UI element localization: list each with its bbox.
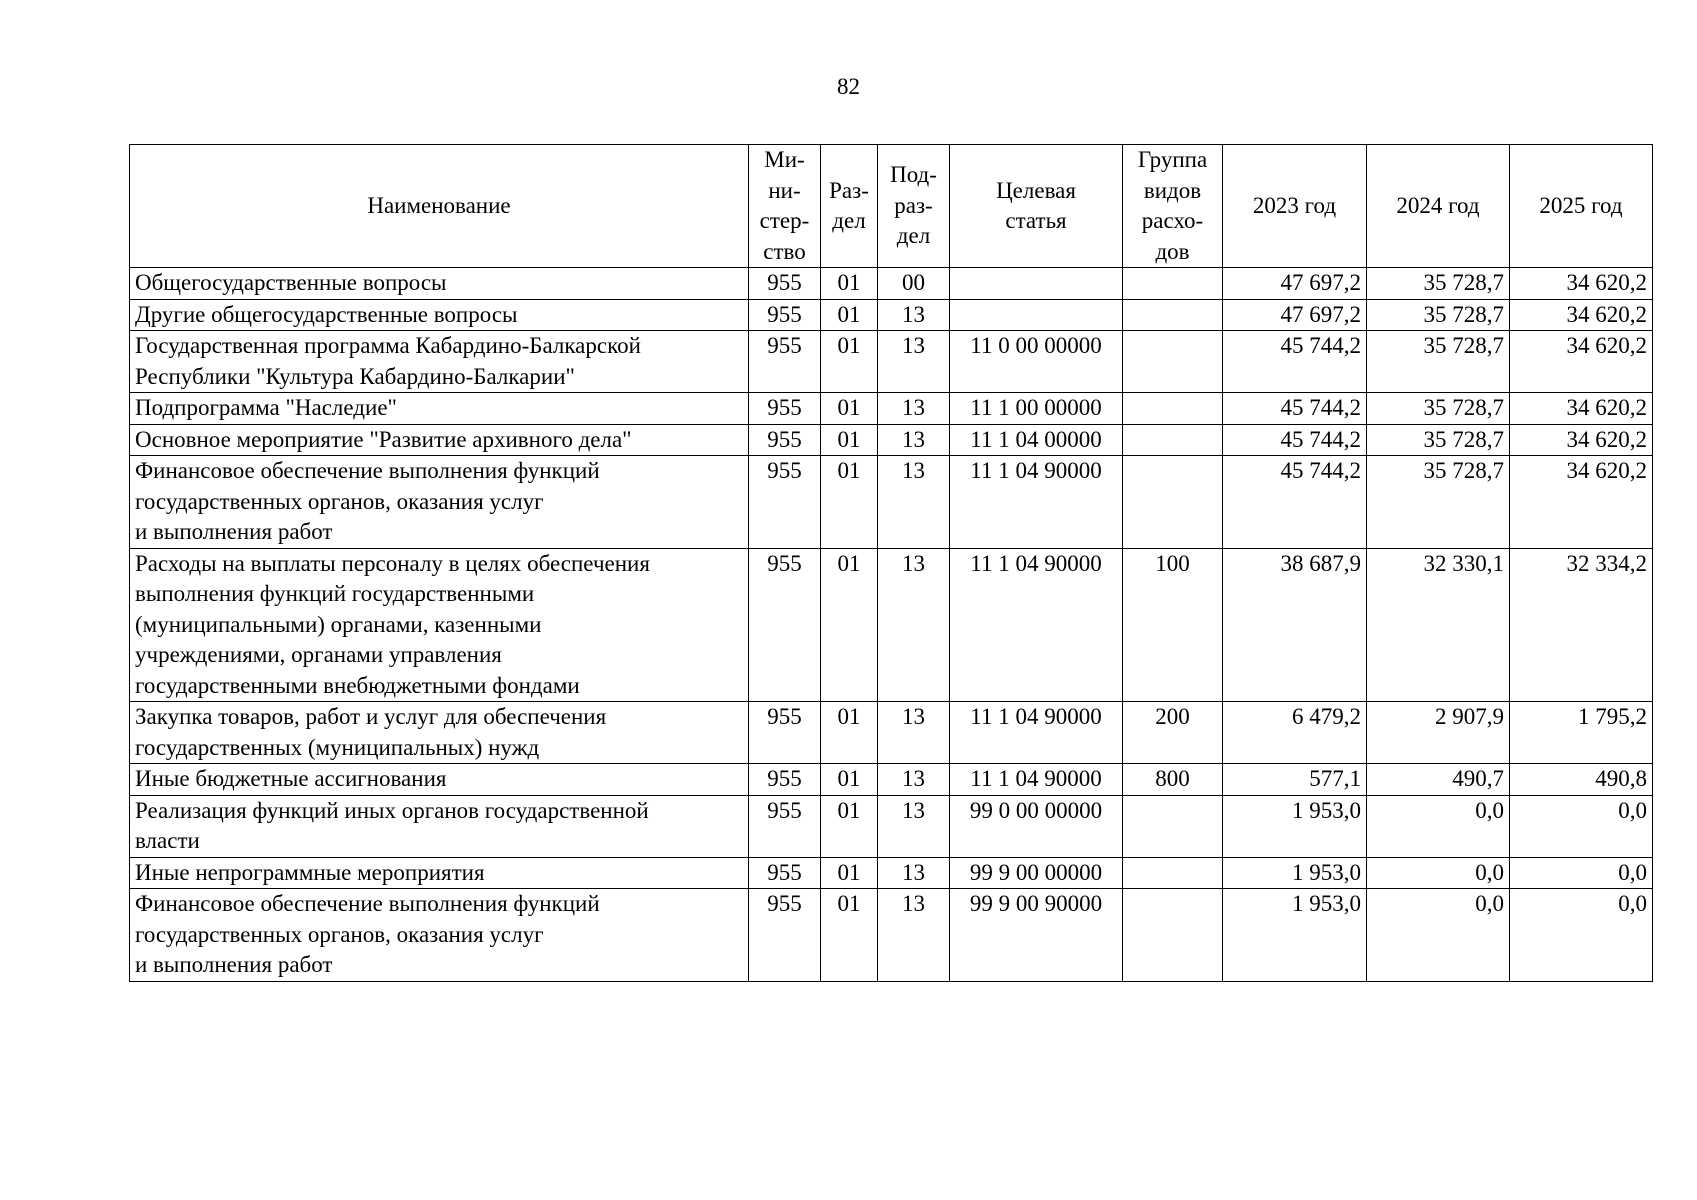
- header-ministry: [749, 145, 821, 268]
- cell-section: 01: [821, 889, 878, 982]
- header-target-line: статья: [1005, 208, 1067, 233]
- cell-2024: 35 728,7: [1367, 299, 1510, 331]
- cell-name: [130, 857, 749, 889]
- cell-name: [130, 456, 749, 549]
- cell-name-line: Финансовое обеспечение выполнения функций: [135, 458, 600, 483]
- cell-ministry: 955: [749, 268, 821, 300]
- cell-2025: 34 620,2: [1510, 331, 1653, 393]
- cell-2025: 34 620,2: [1510, 299, 1653, 331]
- cell-ministry: 955: [749, 456, 821, 549]
- cell-2024: 0,0: [1367, 795, 1510, 857]
- cell-group: [1123, 393, 1223, 425]
- cell-target: 11 1 04 90000: [950, 548, 1123, 702]
- header-target-line: Целевая: [996, 177, 1076, 203]
- header-group-line: расхо-: [1141, 208, 1204, 233]
- header-row: [130, 145, 1653, 268]
- cell-group: [1123, 889, 1223, 982]
- cell-2024: 490,7: [1367, 764, 1510, 796]
- cell-target: 11 1 04 90000: [950, 764, 1123, 796]
- cell-name-line: Финансовое обеспечение выполнения функций: [135, 891, 600, 916]
- cell-target: 11 0 00 00000: [950, 331, 1123, 393]
- cell-group: [1123, 424, 1223, 456]
- cell-2024: 0,0: [1367, 857, 1510, 889]
- table-row: [130, 331, 1653, 393]
- cell-subsection: 00: [878, 268, 950, 300]
- table-row: [130, 764, 1653, 796]
- cell-ministry: 955: [749, 764, 821, 796]
- header-subsection-line: раз-: [894, 192, 933, 218]
- cell-name-line: Закупка товаров, работ и услуг для обеспечения: [135, 704, 607, 729]
- cell-subsection: 13: [878, 424, 950, 456]
- cell-name-line: государственных органов, оказания услуг: [135, 921, 544, 947]
- cell-subsection: 13: [878, 795, 950, 857]
- cell-name-line: Государственная программа Кабардино-Балкарской: [135, 333, 641, 358]
- cell-name: [130, 702, 749, 764]
- cell-2025: 490,8: [1510, 764, 1653, 796]
- cell-name: [130, 548, 749, 702]
- table-row: [130, 702, 1653, 764]
- cell-2023: 45 744,2: [1223, 456, 1367, 549]
- cell-name-line: Расходы на выплаты персоналу в целях обеспечения: [135, 550, 650, 576]
- cell-name-line: и выполнения работ: [135, 952, 333, 977]
- header-target: [950, 145, 1123, 268]
- header-ministry-line: ство: [763, 238, 806, 264]
- cell-2025: 0,0: [1510, 857, 1653, 889]
- cell-2024: 35 728,7: [1367, 456, 1510, 549]
- page-number: 82: [837, 74, 860, 99]
- cell-2023: 47 697,2: [1223, 299, 1367, 331]
- cell-target: 11 1 04 90000: [950, 456, 1123, 549]
- cell-section: 01: [821, 764, 878, 796]
- table-row: [130, 268, 1653, 300]
- cell-subsection: 13: [878, 299, 950, 331]
- cell-name-line: Иные бюджетные ассигнования: [135, 766, 447, 791]
- cell-2023: 45 744,2: [1223, 424, 1367, 456]
- table-row: [130, 548, 1653, 702]
- header-section-line: дел: [832, 208, 866, 233]
- cell-name-line: Реализация функций иных органов государственной: [135, 797, 649, 823]
- budget-table: [129, 144, 1653, 982]
- cell-section: 01: [821, 268, 878, 300]
- cell-2024: 35 728,7: [1367, 331, 1510, 393]
- header-subsection: [878, 145, 950, 268]
- cell-subsection: 13: [878, 393, 950, 425]
- cell-2024: 35 728,7: [1367, 268, 1510, 300]
- header-subsection-line: Под-: [890, 162, 937, 188]
- header-section-line: Раз-: [829, 177, 869, 203]
- cell-name: [130, 299, 749, 331]
- cell-2023: 6 479,2: [1223, 702, 1367, 764]
- cell-ministry: 955: [749, 889, 821, 982]
- cell-group: 100: [1123, 548, 1223, 702]
- cell-name: [130, 393, 749, 425]
- header-ministry-line: стер-: [759, 208, 810, 233]
- cell-name-line: государственных органов, оказания услуг: [135, 488, 544, 514]
- cell-subsection: 13: [878, 702, 950, 764]
- cell-group: 200: [1123, 702, 1223, 764]
- header-group: [1123, 145, 1223, 268]
- table-row: [130, 393, 1653, 425]
- table-row: [130, 299, 1653, 331]
- cell-2023: 1 953,0: [1223, 889, 1367, 982]
- cell-name: [130, 764, 749, 796]
- cell-2023: 45 744,2: [1223, 331, 1367, 393]
- cell-section: 01: [821, 702, 878, 764]
- cell-group: [1123, 268, 1223, 300]
- cell-group: [1123, 857, 1223, 889]
- cell-section: 01: [821, 331, 878, 393]
- cell-target: [950, 299, 1123, 331]
- cell-2024: 0,0: [1367, 889, 1510, 982]
- header-group-line: Группа: [1137, 147, 1208, 172]
- cell-2023: 38 687,9: [1223, 548, 1367, 702]
- cell-2023: 577,1: [1223, 764, 1367, 796]
- cell-2023: 1 953,0: [1223, 795, 1367, 857]
- table-row: [130, 456, 1653, 549]
- cell-2025: 0,0: [1510, 795, 1653, 857]
- cell-2025: 34 620,2: [1510, 393, 1653, 425]
- cell-name-line: Республики "Культура Кабардино-Балкарии": [135, 363, 575, 389]
- cell-2025: 34 620,2: [1510, 424, 1653, 456]
- cell-2024: 2 907,9: [1367, 702, 1510, 764]
- cell-2025: 34 620,2: [1510, 456, 1653, 549]
- cell-name-line: выполнения функций государственными: [135, 581, 535, 606]
- table-row: [130, 424, 1653, 456]
- cell-2025: 34 620,2: [1510, 268, 1653, 300]
- header-section: [821, 145, 878, 268]
- cell-name-line: Иные непрограммные мероприятия: [135, 859, 485, 885]
- cell-2024: 35 728,7: [1367, 393, 1510, 425]
- header-group-line: дов: [1155, 238, 1190, 264]
- cell-2023: 47 697,2: [1223, 268, 1367, 300]
- cell-name-line: и выполнения работ: [135, 519, 333, 544]
- cell-ministry: 955: [749, 331, 821, 393]
- header-group-line: видов: [1143, 177, 1202, 203]
- cell-ministry: 955: [749, 702, 821, 764]
- cell-2025: 32 334,2: [1510, 548, 1653, 702]
- cell-subsection: 13: [878, 456, 950, 549]
- cell-name-line: Общегосударственные вопросы: [135, 270, 447, 295]
- header-name: Наименование: [130, 145, 749, 268]
- cell-2024: 35 728,7: [1367, 424, 1510, 456]
- cell-group: [1123, 331, 1223, 393]
- cell-name: [130, 795, 749, 857]
- cell-target: 99 0 00 00000: [950, 795, 1123, 857]
- cell-section: 01: [821, 299, 878, 331]
- table-row: [130, 795, 1653, 857]
- header-2024: 2024 год: [1367, 145, 1510, 268]
- cell-target: 11 1 04 00000: [950, 424, 1123, 456]
- cell-name: [130, 268, 749, 300]
- header-subsection-line: дел: [896, 223, 931, 249]
- cell-subsection: 13: [878, 857, 950, 889]
- cell-name-line: Подпрограмма "Наследие": [135, 395, 397, 420]
- cell-subsection: 13: [878, 889, 950, 982]
- cell-name-line: Другие общегосударственные вопросы: [135, 301, 518, 327]
- cell-group: [1123, 456, 1223, 549]
- cell-group: 800: [1123, 764, 1223, 796]
- cell-ministry: 955: [749, 424, 821, 456]
- cell-target: [950, 268, 1123, 300]
- cell-target: 11 1 04 90000: [950, 702, 1123, 764]
- cell-target: 99 9 00 90000: [950, 889, 1123, 982]
- cell-group: [1123, 795, 1223, 857]
- cell-2023: 1 953,0: [1223, 857, 1367, 889]
- cell-name-line: власти: [135, 828, 200, 853]
- cell-2024: 32 330,1: [1367, 548, 1510, 702]
- header-2025: 2025 год: [1510, 145, 1653, 268]
- cell-subsection: 13: [878, 548, 950, 702]
- cell-ministry: 955: [749, 795, 821, 857]
- cell-2025: 1 795,2: [1510, 702, 1653, 764]
- cell-ministry: 955: [749, 299, 821, 331]
- cell-2025: 0,0: [1510, 889, 1653, 982]
- cell-name-line: государственных (муниципальных) нужд: [135, 734, 540, 760]
- cell-subsection: 13: [878, 331, 950, 393]
- cell-section: 01: [821, 456, 878, 549]
- cell-name: [130, 424, 749, 456]
- cell-ministry: 955: [749, 393, 821, 425]
- cell-group: [1123, 299, 1223, 331]
- cell-subsection: 13: [878, 764, 950, 796]
- cell-name-line: государственными внебюджетными фондами: [135, 672, 580, 698]
- cell-section: 01: [821, 548, 878, 702]
- table-row: [130, 889, 1653, 982]
- cell-name-line: учреждениями, органами управления: [135, 642, 502, 667]
- cell-name-line: Основное мероприятие "Развитие архивного дела": [135, 426, 632, 452]
- cell-section: 01: [821, 424, 878, 456]
- cell-section: 01: [821, 857, 878, 889]
- cell-name-line: (муниципальными) органами, казенными: [135, 611, 542, 637]
- header-ministry-line: ни-: [768, 177, 801, 203]
- cell-name: [130, 331, 749, 393]
- cell-section: 01: [821, 393, 878, 425]
- header-ministry-line: Ми-: [764, 147, 805, 172]
- table-row: [130, 857, 1653, 889]
- cell-2023: 45 744,2: [1223, 393, 1367, 425]
- table-body: [130, 268, 1653, 982]
- cell-ministry: 955: [749, 548, 821, 702]
- cell-section: 01: [821, 795, 878, 857]
- cell-target: 99 9 00 00000: [950, 857, 1123, 889]
- cell-ministry: 955: [749, 857, 821, 889]
- cell-target: 11 1 00 00000: [950, 393, 1123, 425]
- cell-name: [130, 889, 749, 982]
- table-header: [130, 145, 1653, 268]
- header-2023: 2023 год: [1223, 145, 1367, 268]
